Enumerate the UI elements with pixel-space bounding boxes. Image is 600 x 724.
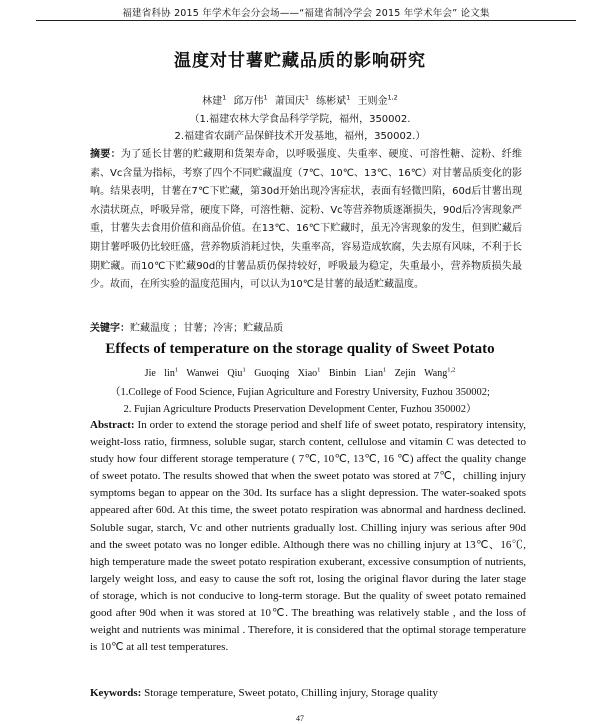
cn-affiliation: 2.福建省农副产品保鲜技术开发基地，福州，350002.） [174, 131, 426, 142]
en-title: Effects of temperature on the storage quality of Sweet Potato [105, 341, 495, 357]
cn-keywords-label: 关键字： [90, 323, 130, 334]
running-header: 福建省科协 2015 年学术年会分会场——“福建省制冷学会 2015 年学术年会” 论文集 [122, 8, 490, 19]
cn-abstract-text: 为了延长甘薯的贮藏期和货架寿命，以呼吸强度、失重率、硬度、可溶性糖、淀粉、纤维素、Vc含量为指标，考察了四个不同贮藏温度（7℃、10℃、13℃、16℃）对甘薯品质变化的影响。结果表明，甘薯在7℃下贮藏，第30d开始出现冷害症状，表面有轻微凹陷，60d后甘薯出现水渍状斑点，呼吸异常，硬度下降，可溶性糖、淀粉、Vc等营养物质逐渐损失，90d后冷害现象严重，甘薯失去食用价值和商品价值。在13℃、16℃下贮藏时，虽无冷害现象的发生，但到贮藏后期甘薯呼吸仍比较旺盛，营养物质消耗过快，失重率高，容易造成软腐，失去原有风味，不利于长期贮藏。而10℃下贮藏90d的甘薯品质仍保持较好，呼吸最为稳定，失重最小，营养物质损失最少。故而，在所实验的温度范围内，可以认为10℃是甘薯的最适贮藏温度。 [90, 149, 523, 291]
cn-abstract [90, 146, 522, 295]
en-author: Zejin Wang$^{1,2}$ [394, 366, 456, 379]
header-divider [36, 20, 576, 21]
cn-title: 温度对甘薯贮藏品质的影响研究 [174, 51, 426, 71]
cn-author: 练彬斌$^1$ [316, 93, 351, 107]
en-affiliation: 2. Fujian Agriculture Products Preservation Development Center, Fuzhou 350002） [123, 404, 477, 415]
en-affiliation: （1.College of Food Science, Fujian Agriculture and Forestry University, Fuzhou 350002; [110, 387, 490, 398]
cn-author-list [0, 92, 600, 107]
en-abstract [90, 417, 526, 656]
en-author: Wanwei Qiu$^1$ [186, 366, 246, 379]
cn-keywords-text: 贮藏温度 ；甘薯；冷害；贮藏品质 [130, 323, 284, 334]
en-author: Guoqing Xiao$^1$ [254, 366, 321, 379]
cn-author: 萧国庆$^1$ [274, 93, 309, 107]
en-keywords-label: Keywords: [90, 687, 142, 699]
cn-abstract-label: 摘要： [90, 149, 121, 160]
page-number: 47 [296, 714, 304, 723]
en-keywords-text: Storage temperature, Sweet potato, Chilling injury, Storage quality [144, 687, 438, 699]
cn-affiliation: （1.福建农林大学食品科学学院，福州，350002. [189, 114, 411, 125]
en-abstract-text: In order to extend the storage period and shelf life of sweet potato, respiratory intensity, weight-loss ratio, firmness, soluble sugar, starch content, cellulose and vitamin C was detected to study how four different storage temperature ( 7℃, 10℃, 13℃, 16 ℃) affect the quality change of sweet potato. The results showed that when the sweet potato was stored at 7℃，chilling injury symptoms began to appear on the 30d. Its surface has a slight depression. The water-soaked spots appeared after 60d. At this time, the sweet potato respiration was abnormal and hardness declined. Soluble sugar, starch, Vc and other nutrients gradually lost. Chilling injury was serious after 90d and the sweet potato was no longer edible. Although there was no chilling injury at 13℃、16℃, high temperature made the sweet potato respiration exuberant, excessive consumption of nutrients, largely weight loss, and easy to cause the soft rot, losing the original flavor during the later stage of storage, which is not conducive to long-term storage. But the quality of sweet potato remained good after 90d when it was stored at 10℃. The breathing was relatively stable , and the loss of weight and nutrients was minimal . Therefore, it is considered that the optimal storage temperature is 10℃ at all test temperatures. [90, 419, 527, 654]
en-author-list [0, 368, 600, 379]
cn-author: 邱万伟$^1$ [233, 93, 268, 107]
cn-author: 林建$^1$ [202, 93, 227, 107]
cn-keywords [90, 319, 522, 334]
en-author: Jie lin$^1$ [144, 366, 179, 379]
en-keywords [90, 687, 526, 699]
en-author: Binbin Lian$^1$ [328, 366, 387, 379]
cn-author: 王则金$^{1,2}$ [357, 93, 398, 107]
en-abstract-label: Abstract: [90, 419, 135, 431]
